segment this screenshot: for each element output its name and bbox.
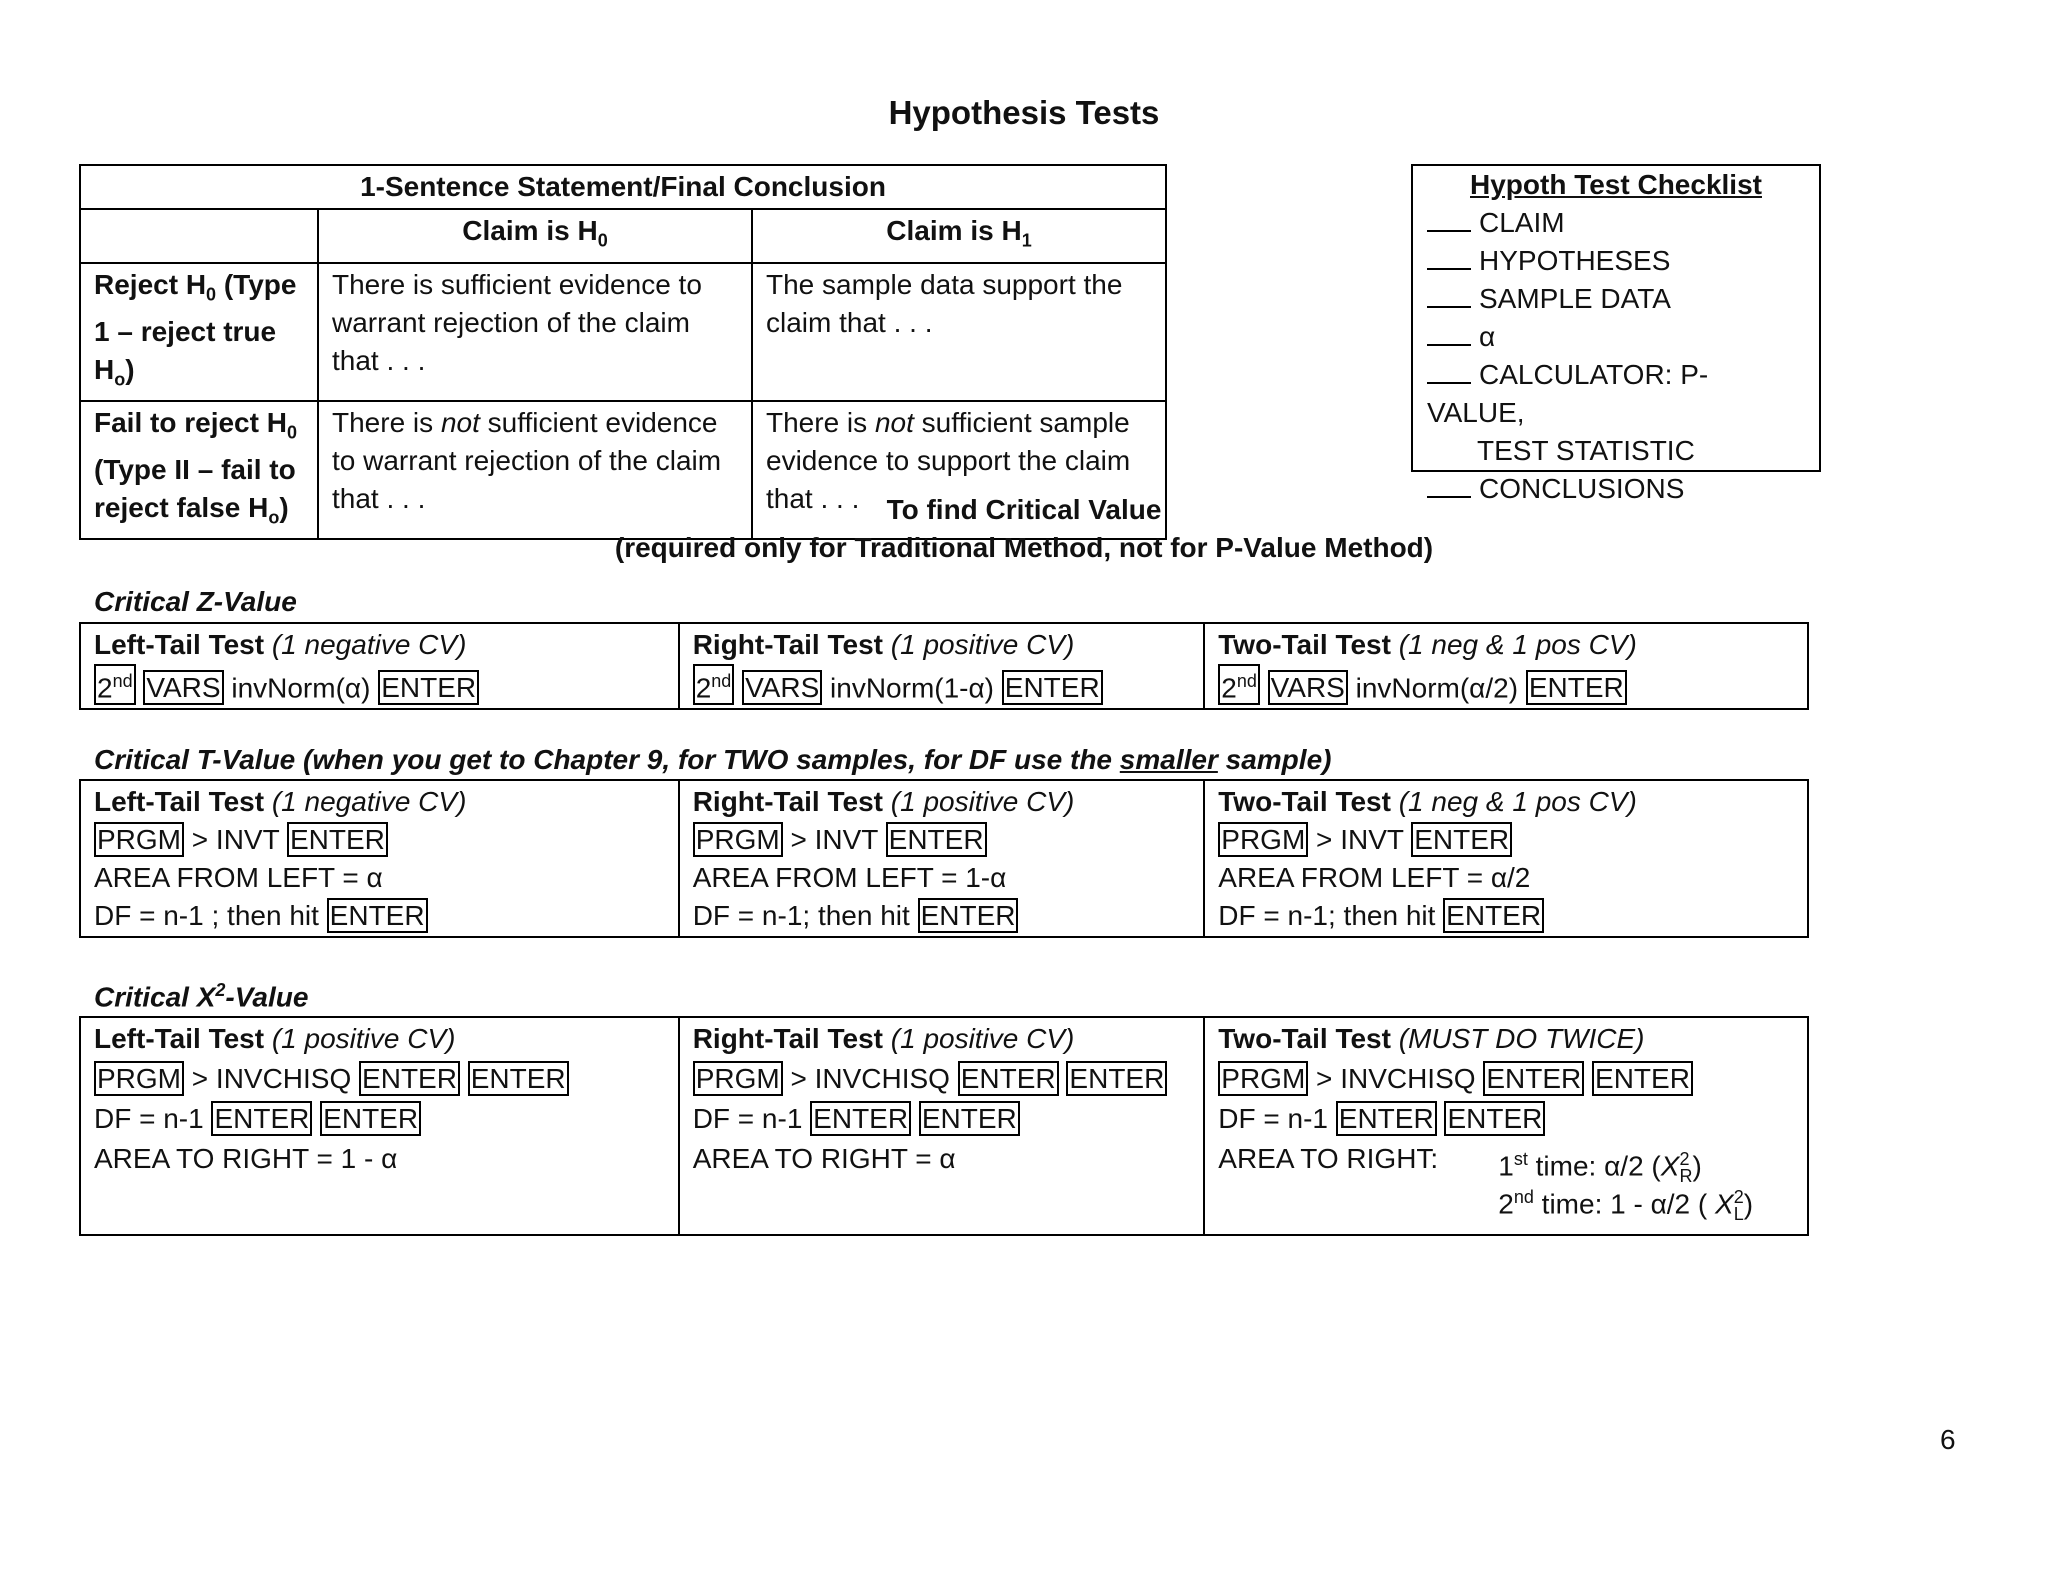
key-enter[interactable]: ENTER <box>1443 898 1544 933</box>
t-left-cell: Left-Tail Test (1 negative CV) PRGM > INVT ENTER AREA FROM LEFT = α DF = n-1 ; then hit ENTER <box>80 780 679 937</box>
t-table <box>79 779 1809 938</box>
key-enter[interactable]: ENTER <box>359 1061 460 1096</box>
first-time-formula: 1st time: α/2 $(X^2_R)$ <box>1498 1149 1702 1186</box>
key-vars[interactable]: VARS <box>1268 670 1348 705</box>
checklist-item: HYPOTHESES <box>1427 242 1805 280</box>
key-2nd[interactable]: 2nd <box>693 664 735 705</box>
chi-right-cell: Right-Tail Test (1 positive CV) PRGM > INVCHISQ ENTER ENTER DF = n-1 ENTER ENTER AREA TO RIGHT = α <box>679 1017 1205 1235</box>
row-reject-label: Reject $H_0$ (Type 1 – reject true $H_o$) <box>80 263 318 401</box>
checkbox-blank[interactable] <box>1427 356 1471 384</box>
page-title: Hypothesis Tests <box>888 94 1160 131</box>
checklist-item: CALCULATOR: P-VALUE, <box>1427 356 1805 432</box>
key-enter[interactable]: ENTER <box>918 898 1019 933</box>
key-enter[interactable]: ENTER <box>958 1061 1059 1096</box>
reject-h1-cell: The sample data support the claim that . . . <box>752 263 1166 401</box>
checklist-title: Hypoth Test Checklist <box>1470 169 1762 200</box>
key-enter[interactable]: ENTER <box>320 1101 421 1136</box>
chi-two-cell: Two-Tail Test (MUST DO TWICE) PRGM > INVCHISQ ENTER ENTER DF = n-1 ENTER ENTER AREA TO RIGHT: 1st time: α/2 $(X^2_R)$ 2nd time: 1 - α/2 ( $X^2_L$) <box>1204 1017 1808 1235</box>
key-prgm[interactable]: PRGM <box>1218 822 1308 857</box>
key-enter[interactable]: ENTER <box>1444 1101 1545 1136</box>
fail-h0-cell: There is not sufficient evidence to warrant rejection of the claim that . . . <box>318 401 752 539</box>
key-enter[interactable]: ENTER <box>1066 1061 1167 1096</box>
key-2nd[interactable]: 2nd <box>1218 664 1260 705</box>
key-prgm[interactable]: PRGM <box>693 822 783 857</box>
key-prgm[interactable]: PRGM <box>1218 1061 1308 1096</box>
checklist-item: SAMPLE DATA <box>1427 280 1805 318</box>
checklist-item: CONCLUSIONS <box>1427 470 1805 508</box>
t-right-cell: Right-Tail Test (1 positive CV) PRGM > INVT ENTER AREA FROM LEFT = 1-α DF = n-1; then hit ENTER <box>679 780 1205 937</box>
key-prgm[interactable]: PRGM <box>94 822 184 857</box>
key-enter[interactable]: ENTER <box>1336 1101 1437 1136</box>
page-number: 6 <box>1940 1424 1956 1455</box>
checklist-continuation: TEST STATISTIC <box>1477 435 1695 466</box>
section-chi-title: Critical $X^2$-Value <box>94 980 309 1013</box>
checkbox-blank[interactable] <box>1427 242 1471 270</box>
conclusion-table <box>79 164 1167 540</box>
key-enter[interactable]: ENTER <box>1592 1061 1693 1096</box>
row-fail-label: Fail to reject $H_0$ (Type II – fail to reject false $H_o$) <box>80 401 318 539</box>
second-time-formula: 2nd time: 1 - α/2 ( $X^2_L$) <box>1498 1187 1754 1224</box>
checklist-item: α <box>1427 318 1805 356</box>
fail-h1-cell: There is not sufficient sample evidence to support the claim that . . . <box>752 401 1166 539</box>
key-prgm[interactable]: PRGM <box>693 1061 783 1096</box>
chi-table <box>79 1016 1809 1236</box>
t-two-cell: Two-Tail Test (1 neg & 1 pos CV) PRGM > INVT ENTER AREA FROM LEFT = α/2 DF = n-1; then hit ENTER <box>1204 780 1808 937</box>
empty-cell <box>80 209 318 263</box>
key-enter[interactable]: ENTER <box>1411 822 1512 857</box>
key-enter[interactable]: ENTER <box>468 1061 569 1096</box>
key-enter[interactable]: ENTER <box>810 1101 911 1136</box>
col-claim-h1: Claim is $H_1$ <box>752 209 1166 263</box>
checkbox-blank[interactable] <box>1427 318 1471 346</box>
checkbox-blank[interactable] <box>1427 204 1471 232</box>
checklist-box <box>1411 164 1821 504</box>
key-vars[interactable]: VARS <box>742 670 822 705</box>
col-claim-h0: Claim is $H_0$ <box>318 209 752 263</box>
checkbox-blank[interactable] <box>1427 280 1471 308</box>
z-two-cell: Two-Tail Test (1 neg & 1 pos CV) 2nd VARS invNorm(α/2) ENTER <box>1204 623 1808 709</box>
critical-value-heading: To find Critical Value (required only for Traditional Method, not for P-Value Method) <box>614 494 1434 563</box>
key-enter[interactable]: ENTER <box>886 822 987 857</box>
key-enter[interactable]: ENTER <box>1483 1061 1584 1096</box>
checklist-item: CLAIM <box>1427 204 1805 242</box>
key-enter[interactable]: ENTER <box>378 670 479 705</box>
z-left-cell: Left-Tail Test (1 negative CV) 2nd VARS invNorm(α) ENTER <box>80 623 679 709</box>
key-2nd[interactable]: 2nd <box>94 664 136 705</box>
chi-left-cell: Left-Tail Test (1 positive CV) PRGM > INVCHISQ ENTER ENTER DF = n-1 ENTER ENTER AREA TO RIGHT = 1 - α <box>80 1017 679 1235</box>
z-table <box>79 622 1809 710</box>
key-enter[interactable]: ENTER <box>919 1101 1020 1136</box>
section-t-title: Critical T-Value (when you get to Chapter 9, for TWO samples, for DF use the smaller sample) <box>94 744 1332 775</box>
key-prgm[interactable]: PRGM <box>94 1061 184 1096</box>
key-enter[interactable]: ENTER <box>211 1101 312 1136</box>
key-enter[interactable]: ENTER <box>327 898 428 933</box>
section-z-title: Critical Z-Value <box>94 586 297 617</box>
reject-h0-cell: There is sufficient evidence to warrant rejection of the claim that . . . <box>318 263 752 401</box>
z-right-cell: Right-Tail Test (1 positive CV) 2nd VARS invNorm(1-α) ENTER <box>679 623 1205 709</box>
key-vars[interactable]: VARS <box>143 670 223 705</box>
key-enter[interactable]: ENTER <box>287 822 388 857</box>
conclusion-table-header: 1-Sentence Statement/Final Conclusion <box>80 165 1166 209</box>
key-enter[interactable]: ENTER <box>1002 670 1103 705</box>
key-enter[interactable]: ENTER <box>1526 670 1627 705</box>
